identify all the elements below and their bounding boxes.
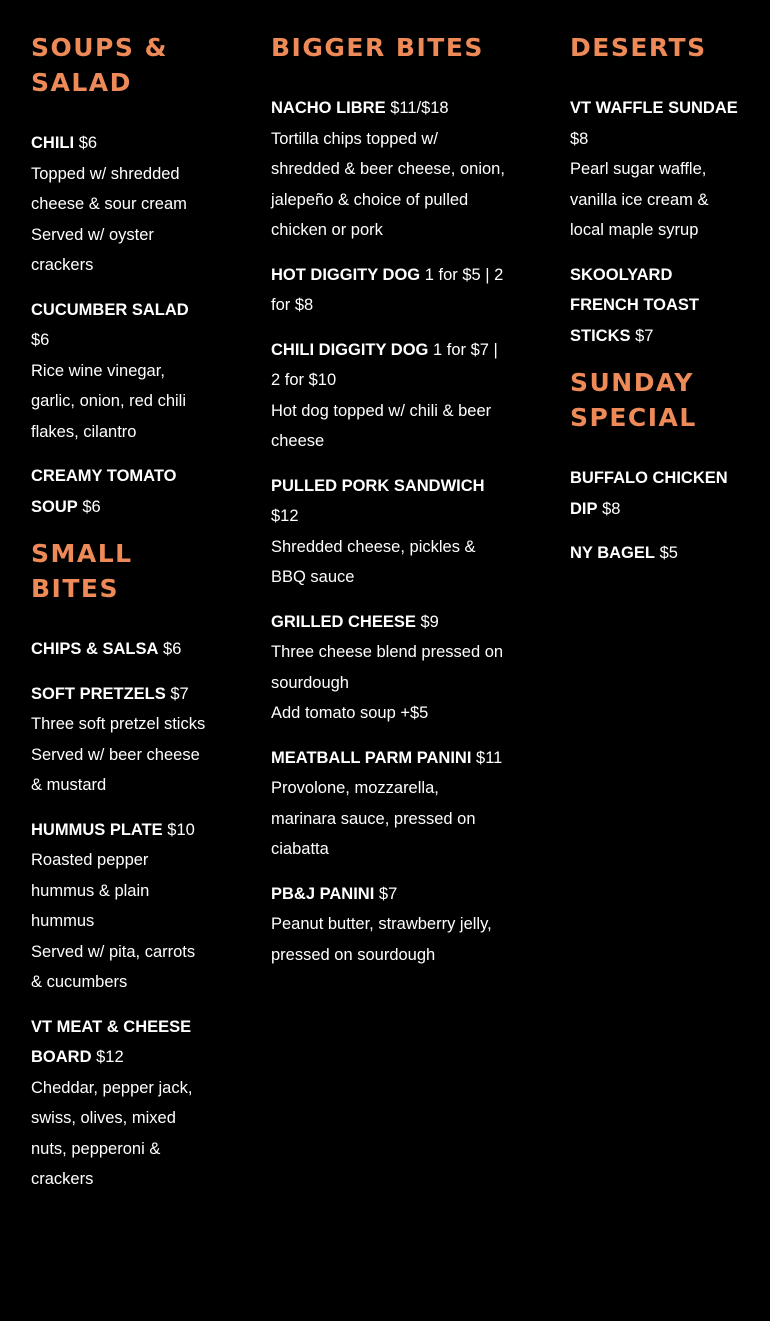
- menu-item-soft-pretzels: [31, 679, 206, 801]
- menu-column-3: [570, 30, 745, 583]
- section-title: SMALL BITES: [31, 539, 133, 603]
- item-price: $6: [82, 497, 101, 516]
- item-price: $7: [635, 326, 654, 345]
- item-name: HUMMUS PLATE: [31, 820, 163, 839]
- section-soups-salad: [31, 30, 206, 522]
- item-description: Peanut butter, strawberry jelly, pressed on sourdough: [271, 915, 492, 964]
- item-description: Served w/ pita, carrots & cucumbers: [31, 942, 196, 991]
- item-name: NACHO LIBRE: [271, 99, 386, 117]
- item-price: $8: [602, 499, 621, 518]
- item-name: CHIPS & SALSA: [31, 640, 159, 658]
- item-description: Hot dog topped w/ chili & beer cheese: [271, 401, 492, 450]
- menu-item-hot-diggity-dog: [271, 260, 506, 321]
- menu-column-1: [31, 30, 206, 1209]
- item-price: $11: [476, 748, 503, 767]
- item-name: MEATBALL PARM PANINI: [271, 748, 472, 767]
- menu-column-2: [271, 30, 506, 984]
- section-small-bites: [31, 536, 206, 1195]
- menu-item-creamy-tomato-soup: [31, 461, 206, 522]
- item-name: SKOOLYARD FRENCH TOAST STICKS: [570, 265, 699, 345]
- item-description: Pearl sugar waffle, vanilla ice cream & local maple syrup: [570, 160, 709, 239]
- menu-item-skoolyard-french-toast-sticks: [570, 260, 745, 352]
- item-name: NY BAGEL: [570, 544, 655, 562]
- item-description: Served w/ beer cheese & mustard: [31, 745, 200, 794]
- menu-item-pbj-panini: [271, 879, 506, 971]
- item-name: GRILLED CHEESE: [271, 612, 416, 631]
- item-price: $12: [96, 1048, 124, 1066]
- item-name: CUCUMBER SALAD: [31, 300, 189, 319]
- item-price: $12: [271, 507, 299, 525]
- item-name: PULLED PORK SANDWICH: [271, 476, 485, 495]
- menu-item-chili: [31, 128, 206, 281]
- menu-item-buffalo-chicken-dip: [570, 463, 745, 524]
- item-price: $5: [659, 544, 678, 562]
- item-price: $10: [167, 820, 195, 839]
- item-description: Roasted pepper hummus & plain hummus: [31, 851, 150, 930]
- section-deserts: [570, 30, 745, 351]
- menu-item-nacho-libre: [271, 93, 506, 246]
- menu-item-meatball-parm-panini: [271, 743, 506, 865]
- item-description: Add tomato soup +$5: [271, 704, 429, 722]
- menu-item-hummus-plate: [31, 815, 206, 998]
- item-price: $11/$18: [390, 99, 449, 117]
- item-description: Topped w/ shredded cheese & sour cream: [31, 164, 187, 213]
- item-name: CREAMY TOMATO SOUP: [31, 467, 177, 516]
- item-description: Shredded cheese, pickles & BBQ sauce: [271, 537, 476, 586]
- item-price: $6: [78, 134, 98, 152]
- item-description: Cheddar, pepper jack, swiss, olives, mixed nuts, pepperoni & crackers: [31, 1078, 193, 1188]
- item-description: Provolone, mozzarella, marinara sauce, pressed on ciabatta: [271, 779, 476, 858]
- item-name: HOT DIGGITY DOG: [271, 265, 421, 284]
- menu-item-ny-bagel: [570, 538, 745, 569]
- menu-item-cucumber-salad: [31, 295, 206, 448]
- item-price: 1 for $7 | 2 for $10: [271, 340, 498, 389]
- item-description: Tortilla chips topped w/ shredded & beer cheese, onion, jalepeño & choice of pulled chicken or pork: [271, 129, 505, 239]
- item-price: $8: [570, 129, 589, 148]
- menu-item-vt-waffle-sundae: [570, 93, 745, 246]
- item-description: Three soft pretzel sticks: [31, 715, 206, 733]
- section-title: SUNDAY SPECIAL: [570, 368, 697, 432]
- item-price: $9: [420, 612, 439, 631]
- item-description: Three cheese blend pressed on sourdough: [271, 643, 504, 692]
- section-bigger-bites: [271, 30, 506, 970]
- item-price: 1 for $5 | 2 for $8: [271, 265, 504, 314]
- item-name: PB&J PANINI: [271, 884, 375, 903]
- menu-item-pulled-pork-sandwich: [271, 471, 506, 593]
- menu-item-chips-salsa: [31, 634, 206, 665]
- item-name: BUFFALO CHICKEN DIP: [570, 469, 728, 518]
- item-price: $6: [31, 331, 50, 349]
- section-sunday-special: [570, 365, 745, 569]
- item-name: VT WAFFLE SUNDAE: [570, 99, 738, 117]
- item-description: Served w/ oyster crackers: [31, 225, 154, 274]
- section-title: BIGGER BITES: [271, 33, 484, 62]
- item-price: $7: [378, 884, 398, 903]
- section-title: DESERTS: [570, 33, 707, 62]
- item-name: SOFT PRETZELS: [31, 684, 166, 703]
- item-description: Rice wine vinegar, garlic, onion, red chili flakes, cilantro: [31, 361, 186, 441]
- item-price: $6: [163, 640, 182, 658]
- item-name: CHILI DIGGITY DOG: [271, 340, 429, 359]
- menu-item-grilled-cheese: [271, 607, 506, 729]
- menu-item-vt-meat-cheese-board: [31, 1012, 206, 1195]
- item-name: CHILI: [31, 134, 75, 152]
- item-name: VT MEAT & CHEESE BOARD: [31, 1017, 192, 1066]
- menu-item-chili-diggity-dog: [271, 335, 506, 457]
- section-title: SOUPS & SALAD: [31, 33, 168, 97]
- item-price: $7: [170, 684, 189, 703]
